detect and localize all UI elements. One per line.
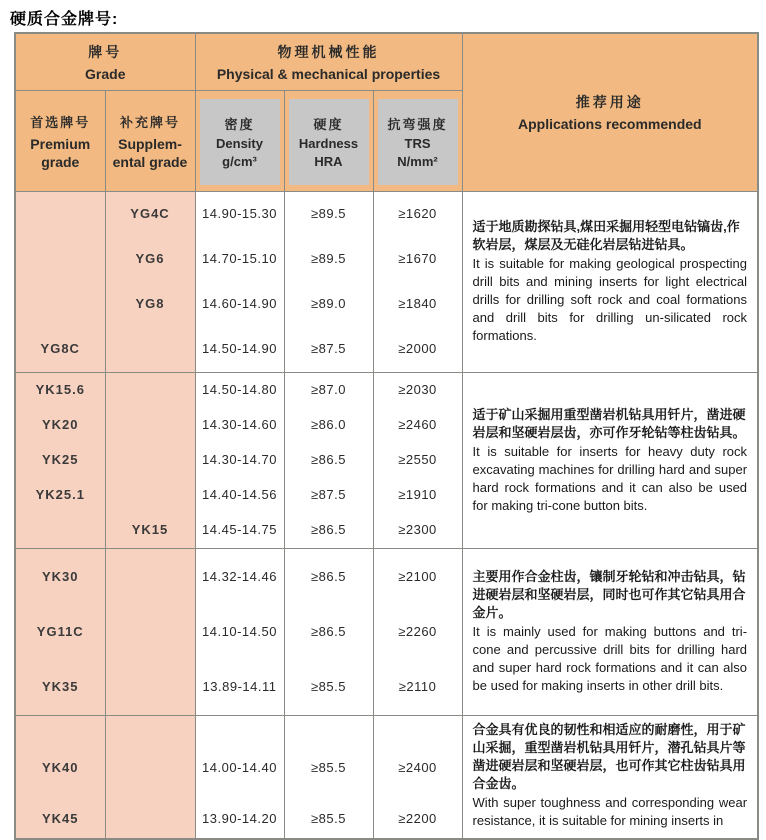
header-trs-unit: N/mm²: [397, 154, 438, 169]
header-properties-cn: 物理机械性能: [277, 43, 380, 60]
density-cell: 14.30-14.60: [195, 407, 284, 442]
header-hardness-en: Hardness: [298, 136, 359, 151]
application-text-cn: 合金具有优良的韧性和相适应的耐磨性，用于矿山采掘，重型凿岩机钻具用钎片，潜孔钻具片等凿进硬岩层和坚硬岩层，也可作其它柱齿钻具用合金齿。: [472, 721, 746, 791]
application-cell: [462, 372, 758, 548]
hardness-cell: ≥85.5: [284, 800, 373, 838]
header-grade-en: Grade: [85, 65, 126, 82]
grades-table: [14, 32, 759, 840]
header-trs: [373, 90, 462, 191]
header-density-en: Density: [216, 136, 263, 151]
hardness-cell: ≥86.0: [284, 407, 373, 442]
header-properties-en: Physical & mechanical properties: [216, 65, 441, 82]
header-hardness-cn: 硬度: [313, 117, 344, 132]
supplemental-grade-cell: [105, 442, 195, 477]
density-cell: 14.10-14.50: [195, 604, 284, 659]
density-cell: 14.60-14.90: [195, 281, 284, 326]
application-text-en: It is suitable for inserts for heavy duty rock excavating machines for drilling hard and super hard rock formations and it can also be used for making tri-cone button bits.: [472, 443, 748, 513]
supplemental-grade-cell: YG6: [105, 236, 195, 281]
header-trs-en: TRS: [404, 136, 431, 151]
premium-grade-cell: [15, 191, 105, 236]
application-text-en: It is mainly used for making buttons and tri-cone and percussive drill bits for drilling hard and super hard rock formations and it can also be used for making inserts in other drill bits.: [472, 624, 748, 693]
supplemental-grade-cell: [105, 326, 195, 372]
supplemental-grade-cell: YG4C: [105, 191, 195, 236]
hardness-cell: ≥89.5: [284, 191, 373, 236]
supplemental-grade-cell: YK15: [105, 512, 195, 548]
header-density-box: [200, 99, 280, 185]
hardness-cell: ≥87.5: [284, 477, 373, 512]
header-hardness: [284, 90, 373, 191]
supplemental-grade-cell: [105, 715, 195, 800]
trs-cell: ≥1910: [373, 477, 462, 512]
application-text-en: It is suitable for making geological prospecting drill bits and mining inserts for light electrical drills for drilling soft rock and coal formations and drill bits for drilling un-silicated rock formations.: [472, 256, 748, 343]
density-cell: 13.89-14.11: [195, 659, 284, 715]
header-supplemental-en2: ental grade: [112, 153, 188, 170]
trs-cell: ≥2030: [373, 372, 462, 407]
trs-cell: ≥2000: [373, 326, 462, 372]
application-cell: [462, 715, 758, 839]
hardness-cell: ≥87.0: [284, 372, 373, 407]
header-premium-grade: [15, 90, 105, 191]
header-premium-cn: 首选牌号: [30, 114, 91, 130]
header-density-cn: 密度: [224, 117, 255, 132]
hardness-cell: ≥86.5: [284, 548, 373, 604]
header-hardness-unit: HRA: [314, 154, 343, 169]
density-cell: 14.70-15.10: [195, 236, 284, 281]
supplemental-grade-cell: [105, 372, 195, 407]
premium-grade-cell: YK30: [15, 548, 105, 604]
application-text-cn: 主要用作合金柱齿，镶制牙轮钻和冲击钻具，钻进硬岩层和坚硬岩层，同时也可作其它钻具用合金片。: [472, 569, 746, 620]
header-applications-cn: 推荐用途: [575, 94, 644, 111]
supplemental-grade-cell: [105, 407, 195, 442]
header-supplemental-en1: Supplem-: [118, 135, 182, 152]
supplemental-grade-cell: YG8: [105, 281, 195, 326]
trs-cell: ≥2460: [373, 407, 462, 442]
table-row: [15, 548, 758, 604]
density-cell: 14.50-14.90: [195, 326, 284, 372]
hardness-cell: ≥86.5: [284, 512, 373, 548]
trs-cell: ≥2200: [373, 800, 462, 838]
header-density-unit: g/cm³: [222, 154, 257, 169]
hardness-cell: ≥87.5: [284, 326, 373, 372]
hardness-cell: ≥86.5: [284, 442, 373, 477]
hardness-cell: ≥85.5: [284, 659, 373, 715]
application-cell: [462, 191, 758, 372]
table-row: [15, 372, 758, 407]
trs-cell: ≥2260: [373, 604, 462, 659]
trs-cell: ≥1840: [373, 281, 462, 326]
header-trs-cn: 抗弯强度: [387, 117, 448, 132]
premium-grade-cell: YK15.6: [15, 372, 105, 407]
trs-cell: ≥2110: [373, 659, 462, 715]
premium-grade-cell: YG8C: [15, 326, 105, 372]
supplemental-grade-cell: [105, 477, 195, 512]
density-cell: 14.45-14.75: [195, 512, 284, 548]
header-grade: [15, 33, 195, 90]
hardness-cell: ≥89.0: [284, 281, 373, 326]
header-hardness-box: [289, 99, 369, 185]
premium-grade-cell: YK40: [15, 715, 105, 800]
premium-grade-cell: [15, 281, 105, 326]
trs-cell: ≥2550: [373, 442, 462, 477]
density-cell: 13.90-14.20: [195, 800, 284, 838]
header-premium-en2: grade: [41, 153, 80, 170]
premium-grade-cell: YK35: [15, 659, 105, 715]
application-text-cn: 适于地质勘探钻具,煤田采掘用轻型电钻镐齿,作软岩层，煤层及无硅化岩层钻进钻具。: [472, 219, 740, 252]
premium-grade-cell: YG11C: [15, 604, 105, 659]
table-row: [15, 191, 758, 236]
header-properties: [195, 33, 462, 90]
trs-cell: ≥2400: [373, 715, 462, 800]
supplemental-grade-cell: [105, 604, 195, 659]
application-text-cn: 适于矿山采掘用重型凿岩机钻具用钎片，凿进硬岩层和坚硬岩层齿，亦可作牙轮钻等柱齿钻具。: [472, 406, 746, 440]
header-applications: [462, 33, 758, 191]
header-supplemental-grade: [105, 90, 195, 191]
header-applications-en: Applications recommended: [517, 116, 702, 133]
density-cell: 14.40-14.56: [195, 477, 284, 512]
density-cell: 14.30-14.70: [195, 442, 284, 477]
hardness-cell: ≥89.5: [284, 236, 373, 281]
trs-cell: ≥2300: [373, 512, 462, 548]
page-title: 硬质合金牌号:: [10, 11, 119, 28]
header-supplemental-cn: 补充牌号: [119, 114, 180, 130]
header-grade-cn: 牌号: [88, 43, 123, 60]
header-density: [195, 90, 284, 191]
density-cell: 14.50-14.80: [195, 372, 284, 407]
trs-cell: ≥1670: [373, 236, 462, 281]
application-text-en: With super toughness and corresponding wear resistance, it is suitable for mining inserts in: [472, 794, 748, 828]
hardness-cell: ≥85.5: [284, 715, 373, 800]
density-cell: 14.90-15.30: [195, 191, 284, 236]
header-premium-en1: Premium: [30, 135, 91, 152]
density-cell: 14.32-14.46: [195, 548, 284, 604]
supplemental-grade-cell: [105, 659, 195, 715]
premium-grade-cell: YK25.1: [15, 477, 105, 512]
header-row-1: [15, 33, 758, 90]
trs-cell: ≥2100: [373, 548, 462, 604]
application-cell: [462, 548, 758, 715]
premium-grade-cell: YK45: [15, 800, 105, 838]
table-row: [15, 715, 758, 800]
premium-grade-cell: [15, 512, 105, 548]
supplemental-grade-cell: [105, 800, 195, 838]
trs-cell: ≥1620: [373, 191, 462, 236]
hardness-cell: ≥86.5: [284, 604, 373, 659]
header-trs-box: [378, 99, 458, 185]
premium-grade-cell: YK20: [15, 407, 105, 442]
density-cell: 14.00-14.40: [195, 715, 284, 800]
premium-grade-cell: YK25: [15, 442, 105, 477]
premium-grade-cell: [15, 236, 105, 281]
supplemental-grade-cell: [105, 548, 195, 604]
